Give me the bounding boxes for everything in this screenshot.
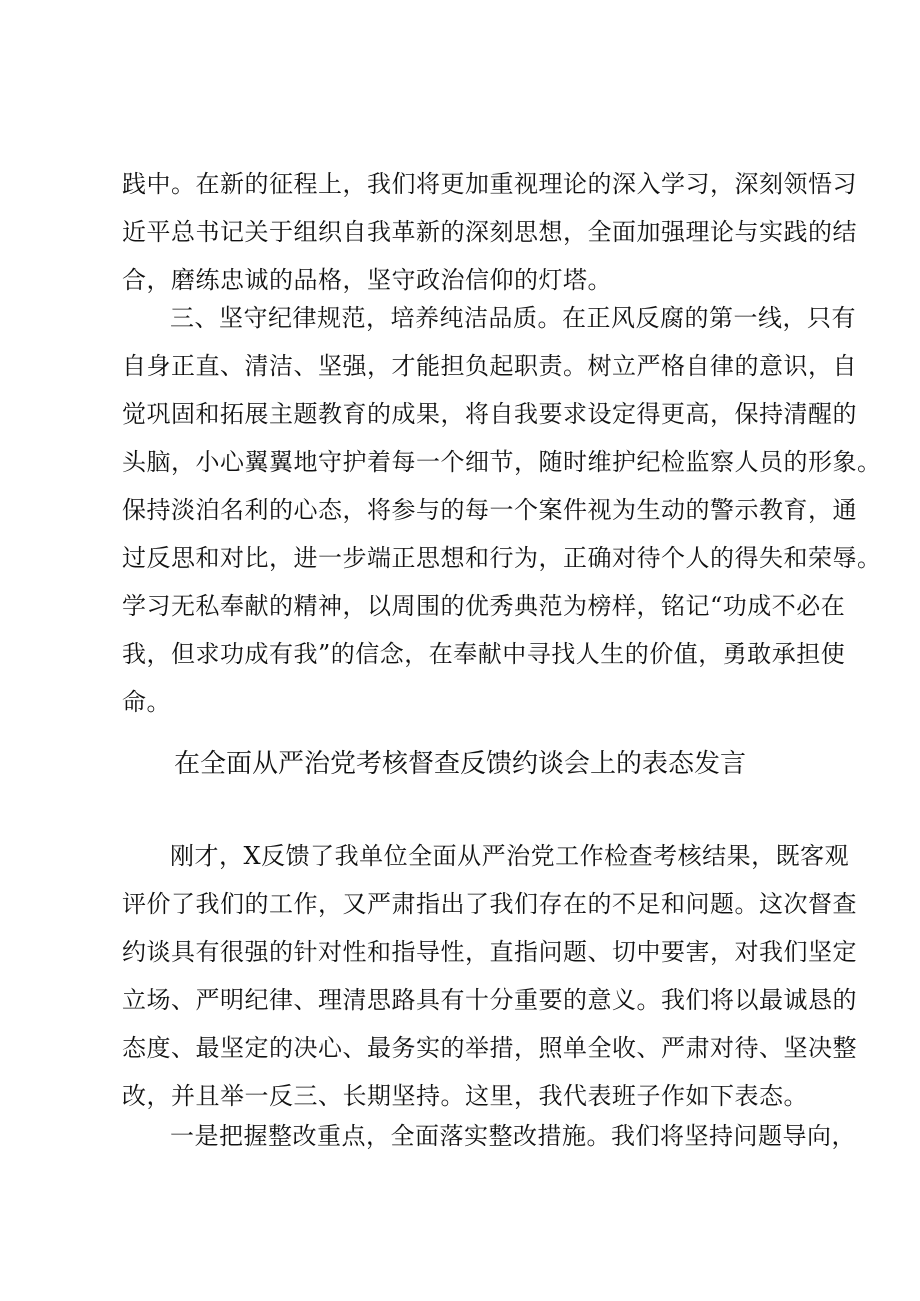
text-line: 立场、严明纪律、理清思路具有十分重要的意义。我们将以最诚恳的 [122,986,857,1014]
text-line: 自身正直、清洁、坚强，才能担负起职责。树立严格自律的意识，自 [122,352,857,380]
text-line: 觉巩固和拓展主题教育的成果，将自我要求设定得更高，保持清醒的 [122,400,857,428]
document-title: 在全面从严治党考核督查反馈约谈会上的表态发言 [173,749,746,779]
paragraph-response-intro [122,832,857,1120]
text-line: 保持淡泊名利的心态，将参与的每一个案件视为生动的警示教育，通 [122,496,857,524]
text-line: 评价了我们的工作，又严肃指出了我们存在的不足和问题。这次督查 [122,890,857,918]
text-line: 我，但求功成有我”的信念，在奉献中寻找人生的价值，勇敢承担使 [122,640,846,668]
text-line: 合，磨练忠诚的品格，坚守政治信仰的灯塔。 [122,266,612,294]
text-line: 学习无私奉献的精神，以周围的优秀典范为榜样，铭记“功成不必在 [122,592,846,620]
text-line: 近平总书记关于组织自我革新的深刻思想，全面加强理论与实践的结 [122,218,857,246]
paragraph-theory-continuation [122,160,857,304]
text-line: 过反思和对比，进一步端正思想和行为，正确对待个人的得失和荣辱。 [122,544,882,572]
text-line: 改，并且举一反三、长期坚持。这里，我代表班子作如下表态。 [122,1082,808,1110]
text-line: 约谈具有很强的针对性和指导性，直指问题、切中要害，对我们坚定 [122,938,857,966]
paragraph-discipline [122,294,882,726]
text-line: 刚才，X反馈了我单位全面从严治党工作检查考核结果，既客观 [170,842,850,870]
text-line: 一是把握整改重点，全面落实整改措施。我们将坚持问题导向， [170,1122,856,1150]
text-line: 头脑，小心翼翼地守护着每一个细节，随时维护纪检监察人员的形象。 [122,448,882,476]
paragraph-rectification [122,1112,856,1160]
text-line: 命。 [122,688,171,716]
text-line: 践中。在新的征程上，我们将更加重视理论的深入学习，深刻领悟习 [122,170,857,198]
text-line: 态度、最坚定的决心、最务实的举措，照单全收、严肃对待、坚决整 [122,1034,857,1062]
text-line: 三、坚守纪律规范，培养纯洁品质。在正风反腐的第一线，只有 [170,304,856,332]
